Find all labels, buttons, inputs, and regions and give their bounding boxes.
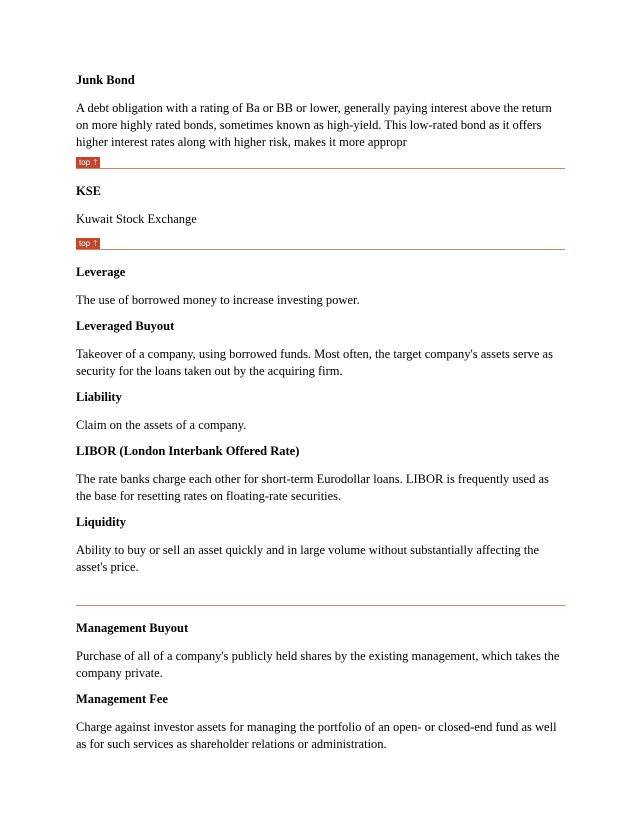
entry-term: Management Buyout [76,621,189,635]
back-to-top-row [76,157,565,169]
glossary-entry-libor [76,443,565,505]
entry-definition: The use of borrowed money to increase investing power. [76,293,360,307]
glossary-entry-leveraged-buyout [76,318,565,380]
glossary-entry-liquidity [76,514,565,576]
glossary-entry-management-buyout [76,620,565,682]
entry-definition: Kuwait Stock Exchange [76,212,197,226]
top-label: top [79,158,91,167]
section-divider [76,168,565,169]
entry-term: Junk Bond [76,73,135,87]
entry-definition: Purchase of all of a company's publicly held shares by the existing management, which takes the company private. [76,649,560,680]
entry-term: Liability [76,390,122,404]
entry-definition: Takeover of a company, using borrowed funds. Most often, the target company's assets serve as security for the loans taken out by the acquiring firm. [76,347,553,378]
entry-term: Management Fee [76,692,168,706]
glossary-content [76,72,565,753]
arrow-up-icon: 🡑 [93,158,98,167]
glossary-entry-kse [76,183,565,228]
entry-term: Liquidity [76,515,127,529]
entry-term: Leverage [76,265,126,279]
section-divider [76,249,565,250]
back-to-top-button[interactable] [76,157,100,168]
entry-term: KSE [76,184,102,198]
entry-term: LIBOR (London Interbank Offered Rate) [76,444,300,458]
back-to-top-button[interactable] [76,238,100,249]
entry-term: Leveraged Buyout [76,319,175,333]
top-label: top [79,239,91,248]
glossary-entry-management-fee [76,691,565,753]
glossary-entry-junk-bond [76,72,565,151]
entry-definition: Claim on the assets of a company. [76,418,247,432]
arrow-up-icon: 🡑 [93,239,98,248]
glossary-entry-leverage [76,264,565,309]
entry-definition: The rate banks charge each other for short-term Eurodollar loans. LIBOR is frequently used as the base for resetting rates on floating-rate securities. [76,472,549,503]
glossary-entry-liability [76,389,565,434]
back-to-top-row [76,238,565,250]
entry-definition: Ability to buy or sell an asset quickly and in large volume without substantially affecting the asset's price. [76,543,539,574]
entry-definition: A debt obligation with a rating of Ba or BB or lower, generally paying interest above the return on more highly rated bonds, sometimes known as high-yield. This low-rated bond as it offers higher interest rates along with higher risk, makes it more appropr [76,101,552,149]
entry-definition: Charge against investor assets for managing the portfolio of an open- or closed-end fund as well as for such services as shareholder relations or administration. [76,720,557,751]
